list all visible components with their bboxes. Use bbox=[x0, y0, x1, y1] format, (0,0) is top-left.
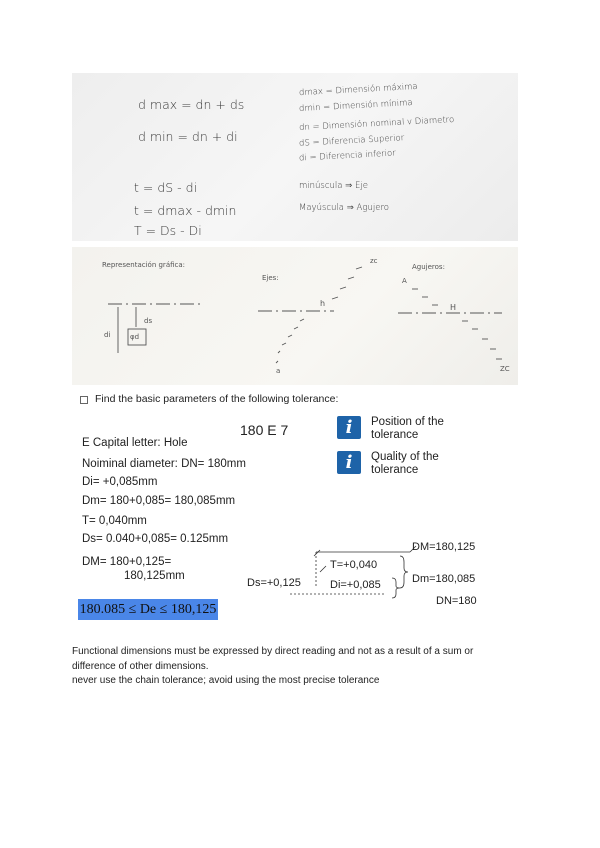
zc-top-label: zc bbox=[370, 257, 378, 265]
info-quality-line2: tolerance bbox=[371, 464, 419, 476]
bullet-icon bbox=[80, 396, 88, 404]
def-dn: dn = Dimensión nominal v Diametro bbox=[298, 114, 455, 134]
formula-dmin: d min = dn + di bbox=[138, 129, 238, 144]
zc-bottom-label: ZC bbox=[500, 365, 510, 373]
ejes-label: Ejes: bbox=[262, 274, 279, 282]
diagram-Ds: Ds=+0,125 bbox=[247, 577, 301, 589]
dm-max-line1: DM= 180+0,125= bbox=[82, 556, 172, 568]
tolerance-range-box: 180.085 ≤ De ≤ 180,125 bbox=[78, 599, 218, 620]
formula-dmax: d max = dn + ds bbox=[138, 97, 245, 112]
graphic-representation-photo bbox=[72, 247, 518, 385]
t-line: T= 0,040mm bbox=[82, 515, 147, 527]
ds-line: Ds= 0.040+0,085= 0.125mm bbox=[82, 533, 229, 545]
diagram-T: T=+0,040 bbox=[330, 559, 378, 571]
agujeros-label: Agujeros: bbox=[412, 263, 445, 271]
di-line: Di= +0,085mm bbox=[82, 476, 158, 488]
ds-label: ds bbox=[144, 317, 153, 325]
def-di: di = Diferencia inferior bbox=[298, 148, 397, 164]
def-mayuscula: Mayúscula ⇒ Agujero bbox=[299, 203, 389, 213]
dm-min-line: Dm= 180+0,085= 180,085mm bbox=[82, 495, 236, 507]
formula-t-1: t = dS - di bbox=[134, 180, 198, 195]
capital-letter-line: E Capital letter: Hole bbox=[82, 437, 188, 449]
nominal-diameter-line: Noiminal diameter: DN= 180mm bbox=[82, 458, 246, 470]
paragraph-line3: never use the chain tolerance; avoid using the most precise tolerance bbox=[72, 675, 380, 686]
A-label: A bbox=[402, 277, 407, 285]
info-quality-line1: Quality of the bbox=[371, 451, 439, 463]
graphic-title: Representación gráfica: bbox=[102, 261, 186, 269]
dm-max-line2: 180,125mm bbox=[124, 570, 185, 582]
formula-t-2: t = dmax - dmin bbox=[134, 203, 237, 218]
a-label: a bbox=[276, 367, 281, 375]
def-minuscula: minúscula ⇒ Eje bbox=[299, 181, 368, 191]
def-dmin: dmin = Dimensión mínima bbox=[298, 98, 413, 114]
di-label: di bbox=[104, 331, 111, 339]
info-icon: i bbox=[337, 451, 361, 474]
diagram-DM: DM=180,125 bbox=[412, 541, 476, 553]
paragraph-line1: Functional dimensions must be expressed by direct reading and not as a result of a sum or bbox=[72, 646, 474, 657]
diagram-Di: Di=+0,085 bbox=[330, 579, 381, 591]
def-ds: dS = Diferencia Superior bbox=[298, 133, 405, 149]
diagram-Dm: Dm=180,085 bbox=[412, 573, 476, 585]
exercise-prompt: Find the basic parameters of the following tolerance: bbox=[95, 393, 339, 405]
diagram-DN: DN=180 bbox=[436, 595, 477, 607]
paragraph-line2: difference of other dimensions. bbox=[72, 661, 209, 672]
formula-T: T = Ds - Di bbox=[134, 223, 202, 238]
hand-sketch bbox=[72, 247, 518, 385]
H-label: H bbox=[450, 303, 457, 312]
info-position-line1: Position of the bbox=[371, 416, 444, 428]
info-icon: i bbox=[337, 416, 361, 439]
phi-label: φd bbox=[130, 333, 140, 341]
tolerance-code: 180 E 7 bbox=[240, 422, 289, 438]
handwritten-formulas-photo bbox=[72, 73, 518, 241]
h-label: h bbox=[320, 299, 326, 308]
info-position-line2: tolerance bbox=[371, 429, 419, 441]
def-dmax: dmax = Dimensión máxima bbox=[298, 81, 418, 99]
